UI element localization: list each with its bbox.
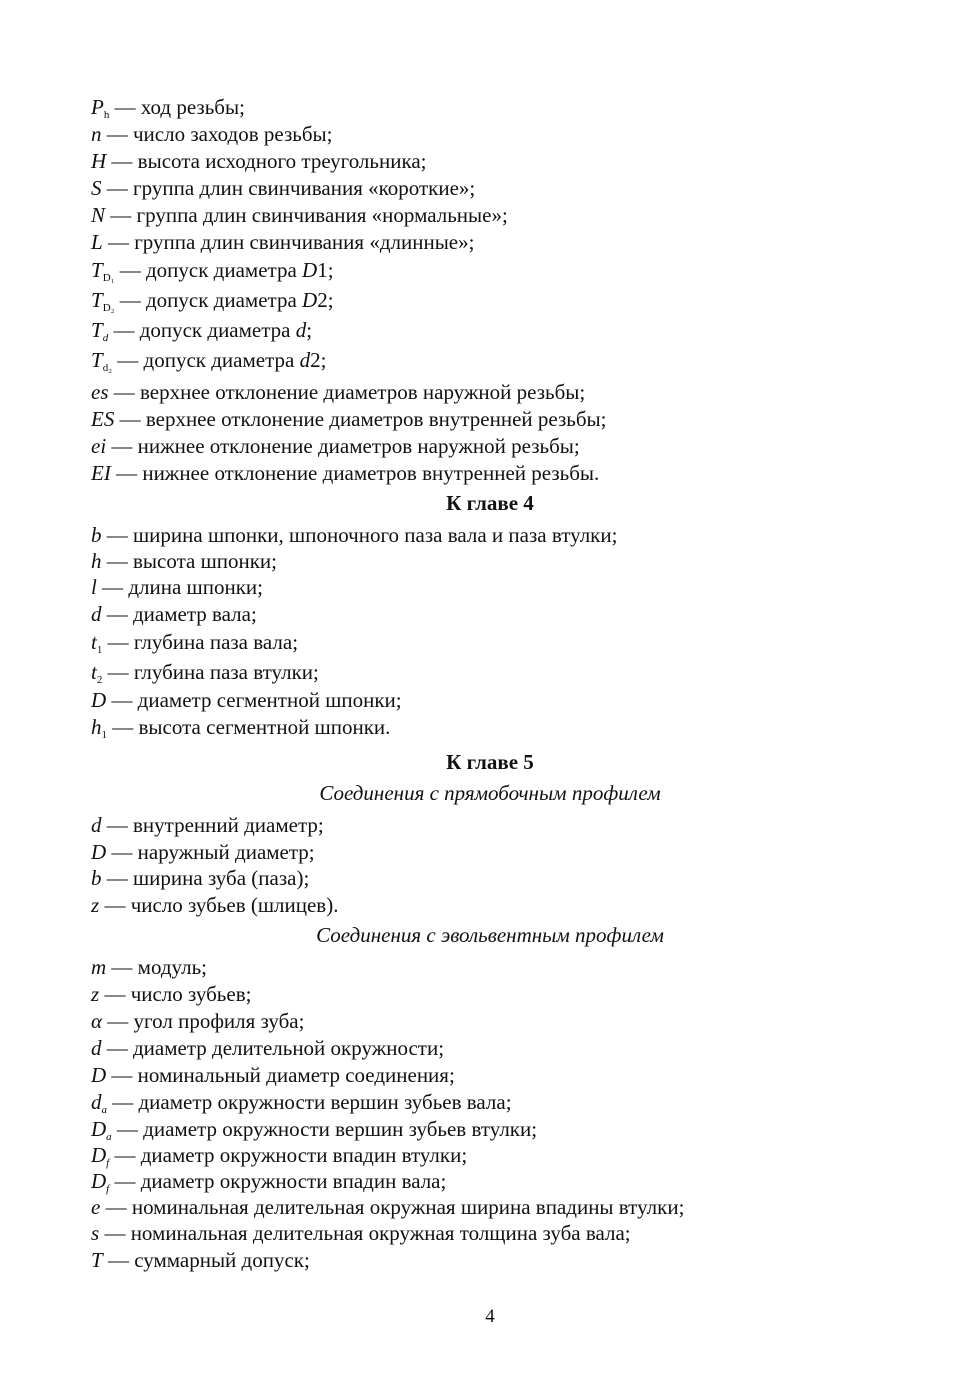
page-number: 4 xyxy=(485,1306,495,1327)
list-item: S — группа длин свинчивания «короткие»; xyxy=(91,176,476,200)
list-item: z — число зубьев; xyxy=(91,982,252,1006)
list-item: $t_2$ — глубина паза втулки; xyxy=(91,660,319,686)
list-item: $h_1$ — высота сегментной шпонки. xyxy=(91,715,391,741)
list-item: b — ширина зуба (паза); xyxy=(91,866,310,890)
list-item: L — группа длин свинчивания «длинные»; xyxy=(91,230,475,254)
list-item: D — диаметр сегментной шпонки; xyxy=(91,688,402,712)
chapter-5-heading: К главе 5 xyxy=(446,750,534,774)
list-item: D — наружный диаметр; xyxy=(91,840,315,864)
list-item: $D_f$ — диаметр окружности впадин вала; xyxy=(91,1169,447,1195)
list-item: $T_{d_2}$ — допуск диаметра d2; xyxy=(91,348,327,374)
list-item: z — число зубьев (шлицев). xyxy=(91,893,339,917)
involute-spline-subheading: Соединения с эвольвентным профилем xyxy=(316,923,664,947)
list-item: D — номинальный диаметр соединения; xyxy=(91,1063,455,1087)
list-item: n — число заходов резьбы; xyxy=(91,122,333,146)
list-item: T — суммарный допуск; xyxy=(91,1248,310,1272)
list-item: ES — верхнее отклонение диаметров внутренней резьбы; xyxy=(91,407,607,431)
list-item: $D_f$ — диаметр окружности впадин втулки; xyxy=(91,1143,468,1169)
list-item: m — модуль; xyxy=(91,955,208,979)
list-item: $t_1$ — глубина паза вала; xyxy=(91,630,299,656)
list-item: $D_a$ — диаметр окружности вершин зубьев втулки; xyxy=(91,1117,538,1143)
list-item: d — диаметр делительной окружности; xyxy=(91,1036,445,1060)
list-item: $d_a$ — диаметр окружности вершин зубьев вала; xyxy=(91,1090,512,1116)
list-item: d — внутренний диаметр; xyxy=(91,813,324,837)
list-item: $P_h$ — ход резьбы; xyxy=(91,95,245,121)
list-item: e — номинальная делительная окружная ширина впадины втулки; xyxy=(91,1195,685,1219)
chapter-4-heading: К главе 4 xyxy=(446,491,534,515)
list-item: $T_{D_2}$ — допуск диаметра D2; xyxy=(91,288,334,314)
list-item: α — угол профиля зуба; xyxy=(91,1009,305,1033)
list-item: ei — нижнее отклонение диаметров наружной резьбы; xyxy=(91,434,580,458)
list-item: b — ширина шпонки, шпоночного паза вала и паза втулки; xyxy=(91,523,618,547)
list-item: N — группа длин свинчивания «нормальные»; xyxy=(91,203,508,227)
list-item: s — номинальная делительная окружная толщина зуба вала; xyxy=(91,1221,631,1245)
list-item: EI — нижнее отклонение диаметров внутренней резьбы. xyxy=(91,461,600,485)
list-item: h — высота шпонки; xyxy=(91,549,277,573)
list-item: es — верхнее отклонение диаметров наружной резьбы; xyxy=(91,380,586,404)
list-item: $T_{D_1}$ — допуск диаметра D1; xyxy=(91,258,334,284)
list-item: d — диаметр вала; xyxy=(91,602,257,626)
list-item: l — длина шпонки; xyxy=(91,575,263,599)
list-item: H — высота исходного треугольника; xyxy=(91,149,427,173)
list-item: $T_d$ — допуск диаметра d; xyxy=(91,318,313,344)
straight-sided-spline-subheading: Соединения с прямобочным профилем xyxy=(319,781,661,805)
